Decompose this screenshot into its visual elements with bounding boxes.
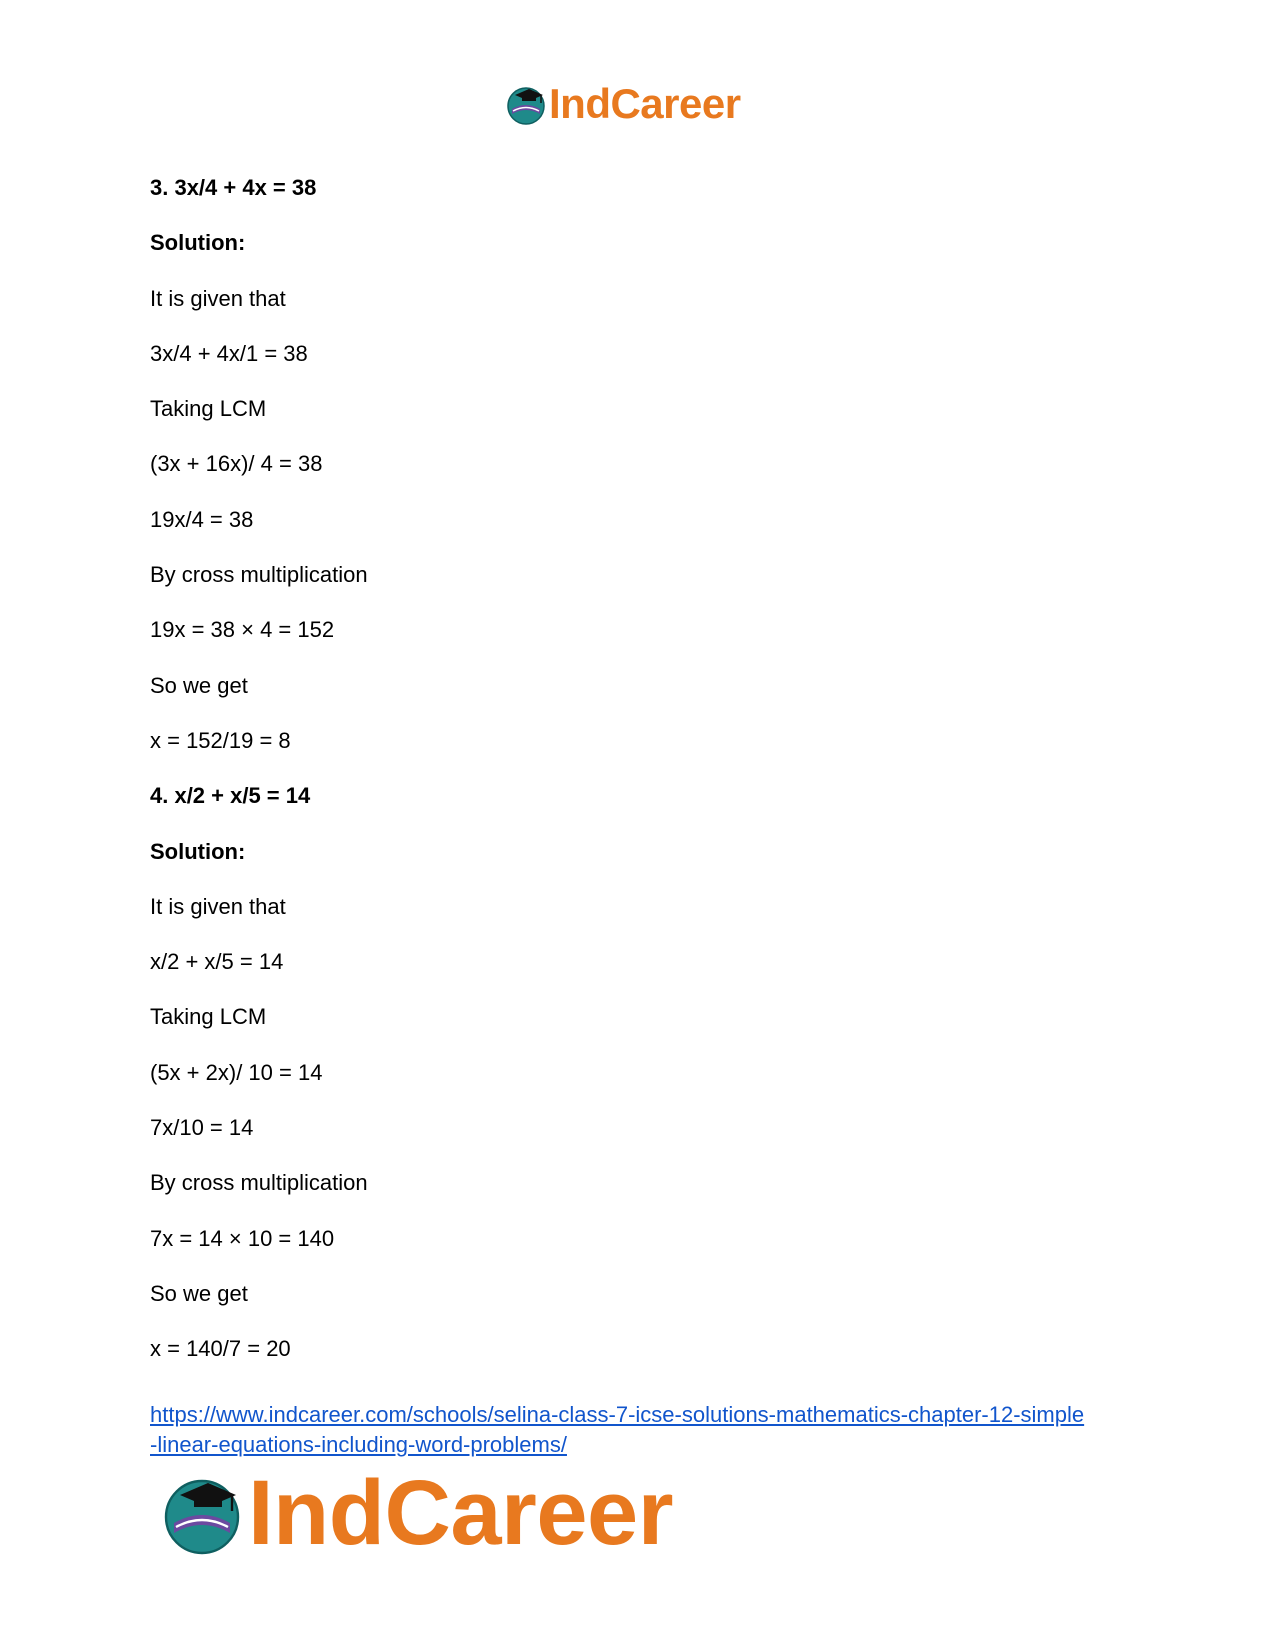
text-line: Taking LCM	[150, 1004, 267, 1030]
text-line: (3x + 16x)/ 4 = 38	[150, 451, 323, 477]
source-link-line-2[interactable]: -linear-equations-including-word-problems/	[150, 1432, 567, 1457]
heading-line: 3. 3x/4 + 4x = 38	[150, 175, 317, 200]
source-link-line-1[interactable]: https://www.indcareer.com/schools/selina-class-7-icse-solutions-mathematics-chapter-12-simple	[150, 1402, 1085, 1427]
footer-logo-text: IndCareer	[248, 1462, 673, 1564]
text-line: So we get	[150, 1280, 248, 1306]
text-line: Taking LCM	[150, 396, 267, 422]
text-line: By cross multiplication	[150, 562, 368, 588]
heading-line: Solution:	[150, 230, 246, 256]
text-line: x/2 + x/5 = 14	[150, 949, 284, 975]
text-line: 3x/4 + 4x/1 = 38	[150, 340, 308, 366]
source-link[interactable]	[150, 1400, 1150, 1460]
indcareer-globe-icon	[160, 1471, 244, 1555]
text-line: x = 140/7 = 20	[150, 1336, 291, 1362]
text-line: 7x = 14 × 10 = 140	[150, 1225, 335, 1251]
text-line: 19x = 38 × 4 = 152	[150, 617, 335, 643]
text-line: So we get	[150, 672, 248, 698]
text-line: x = 152/19 = 8	[150, 727, 291, 753]
heading-line: Solution:	[150, 838, 246, 864]
header-logo-text: IndCareer	[549, 80, 741, 127]
text-line: 19x/4 = 38	[150, 506, 254, 532]
text-line: It is given that	[150, 893, 286, 919]
text-line: (5x + 2x)/ 10 = 14	[150, 1059, 323, 1085]
indcareer-globe-icon	[505, 83, 547, 125]
text-line: It is given that	[150, 285, 286, 311]
text-line: 7x/10 = 14	[150, 1115, 254, 1141]
document-content	[150, 174, 1150, 1391]
text-line: By cross multiplication	[150, 1170, 368, 1196]
heading-line: 4. x/2 + x/5 = 14	[150, 783, 311, 809]
footer-logo	[160, 1462, 673, 1564]
header-logo	[505, 80, 741, 128]
